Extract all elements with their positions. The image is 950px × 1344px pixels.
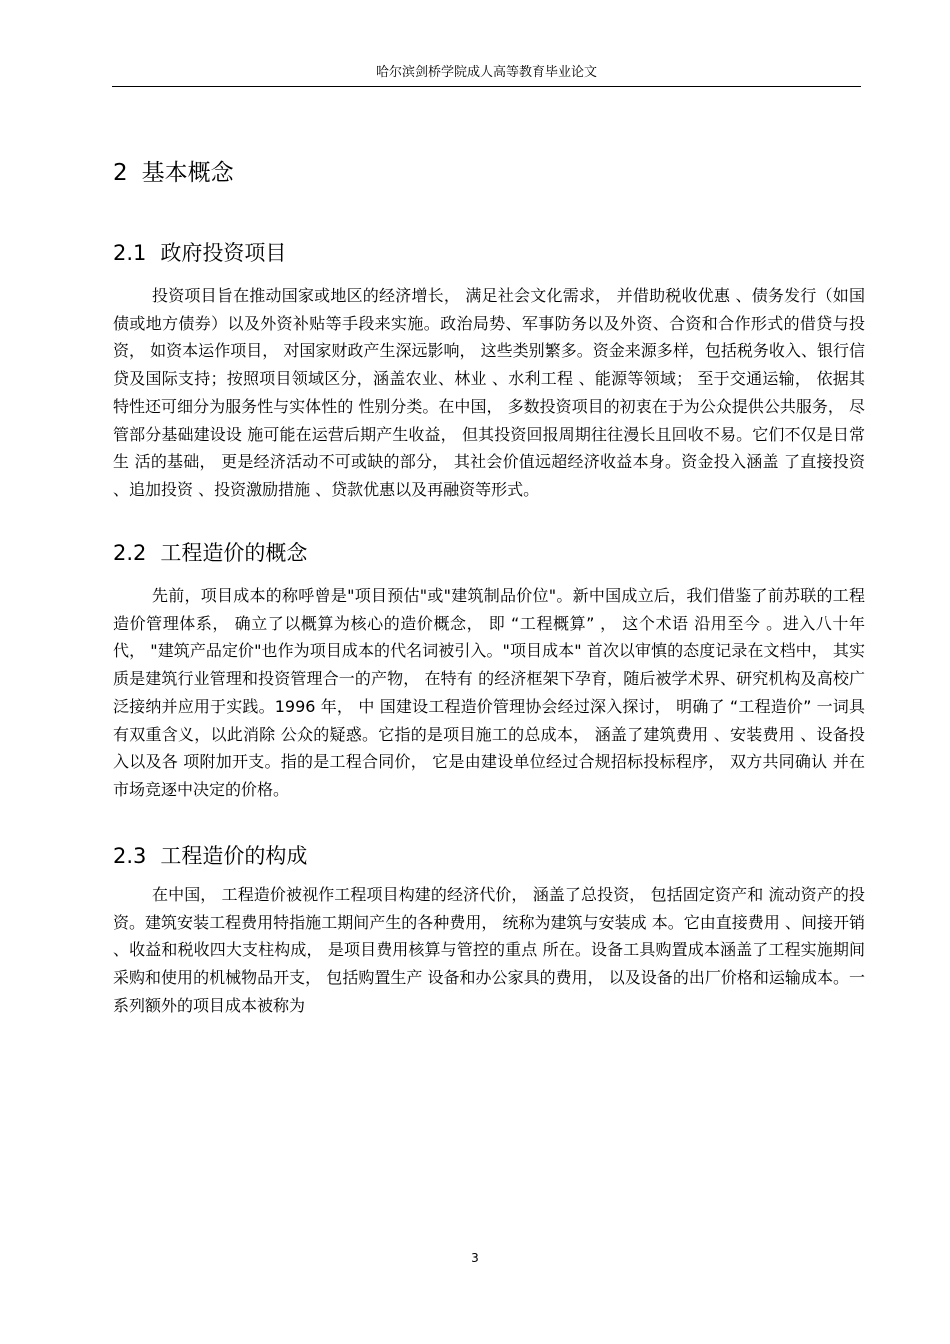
chapter-title [113, 156, 234, 190]
section-title-text: 工程造价的构成 [160, 844, 308, 868]
section-2-3-paragraph: 在中国， 工程造价被视作工程项目构建的经济代价， 涵盖了总投资， 包括固定资产和 流动资产的投资。建筑安装工程费用特指施工期间产生的各种费用， 统称为建筑与安装成 本。它由直接费用 、间接开销 、收益和税收四大支柱构成， 是项目费用核算与管控的重点 所在。设备工具购置成本涵盖了工程实施期间采购和使用的机械物品开支， 包括购置生产 设备和办公家具的费用， 以及设备的出厂价格和运输成本。一系列额外的项目成本被称为 [113, 885, 865, 1015]
section-number: 2.3 [113, 844, 147, 868]
section-title-2-3 [113, 841, 307, 871]
running-header: 哈尔滨剑桥学院成人高等教育毕业论文 [375, 65, 597, 80]
section-2-1-paragraph: 投资项目旨在推动国家或地区的经济增长， 满足社会文化需求， 并借助税收优惠 、债务发行（如国债或地方债券）以及外资补贴等手段来实施。政治局势、军事防务以及外资、合资和合作形式的借贷与投资， 如资本运作项目， 对国家财政产生深远影响， 这些类别繁多。资金来源多样，包括税务收入、银行信贷及国际支持；按照项目领域区分，涵盖农业、林业 、水利工程 、能源等领域； 至于交通运输， 依据其特性还可细分为服务性与实体性的 性别分类。在中国， 多数投资项目的初衷在于为公众提供公共服务， 尽管部分基础建设设 施可能在运营后期产生收益， 但其投资回报周期往往漫长且回收不易。它们不仅是日常生 活的基础， 更是经济活动不可或缺的部分， 其社会价值远超经济收益本身。资金投入涵盖 了直接投资 、追加投资 、投资激励措施 、贷款优惠以及再融资等形式。 [113, 286, 865, 499]
section-title-text: 政府投资项目 [160, 241, 287, 265]
section-title-2-2 [113, 538, 307, 568]
section-title-text: 工程造价的概念 [160, 541, 308, 565]
section-number: 2.2 [113, 541, 147, 565]
header-rule [112, 86, 861, 87]
section-2-2-paragraph: 先前，项目成本的称呼曾是"项目预估"或"建筑制品价位"。新中国成立后，我们借鉴了前苏联的工程造价管理体系， 确立了以概算为核心的造价概念， 即 “工程概算” ， 这个术语 沿用至今 。进入八十年代， "建筑产品定价"也作为项目成本的代名词被引入。"项目成本" 首次以审慎的态度记录在文档中， 其实质是建筑行业管理和投资管理合一的产物， 在特有 的经济框架下孕育，随后被学术界、研究机构及高校广泛接纳并应用于实践。1996 年， 中 国建设工程造价管理协会经过深入探讨， 明确了 “工程造价” 一词具有双重含义，以此消除 公众的疑惑。它指的是项目施工的总成本， 涵盖了建筑费用 、安装费用 、设备投入以及各 项附加开支。指的是工程合同价， 它是由建设单位经过合规招标投标程序， 双方共同确认 并在市场竞逐中决定的价格。 [113, 586, 865, 799]
chapter-title-text: 基本概念 [141, 160, 234, 186]
page-number: 3 [471, 1251, 479, 1265]
chapter-number: 2 [113, 160, 128, 186]
section-number: 2.1 [113, 241, 147, 265]
section-title-2-1 [113, 238, 286, 268]
